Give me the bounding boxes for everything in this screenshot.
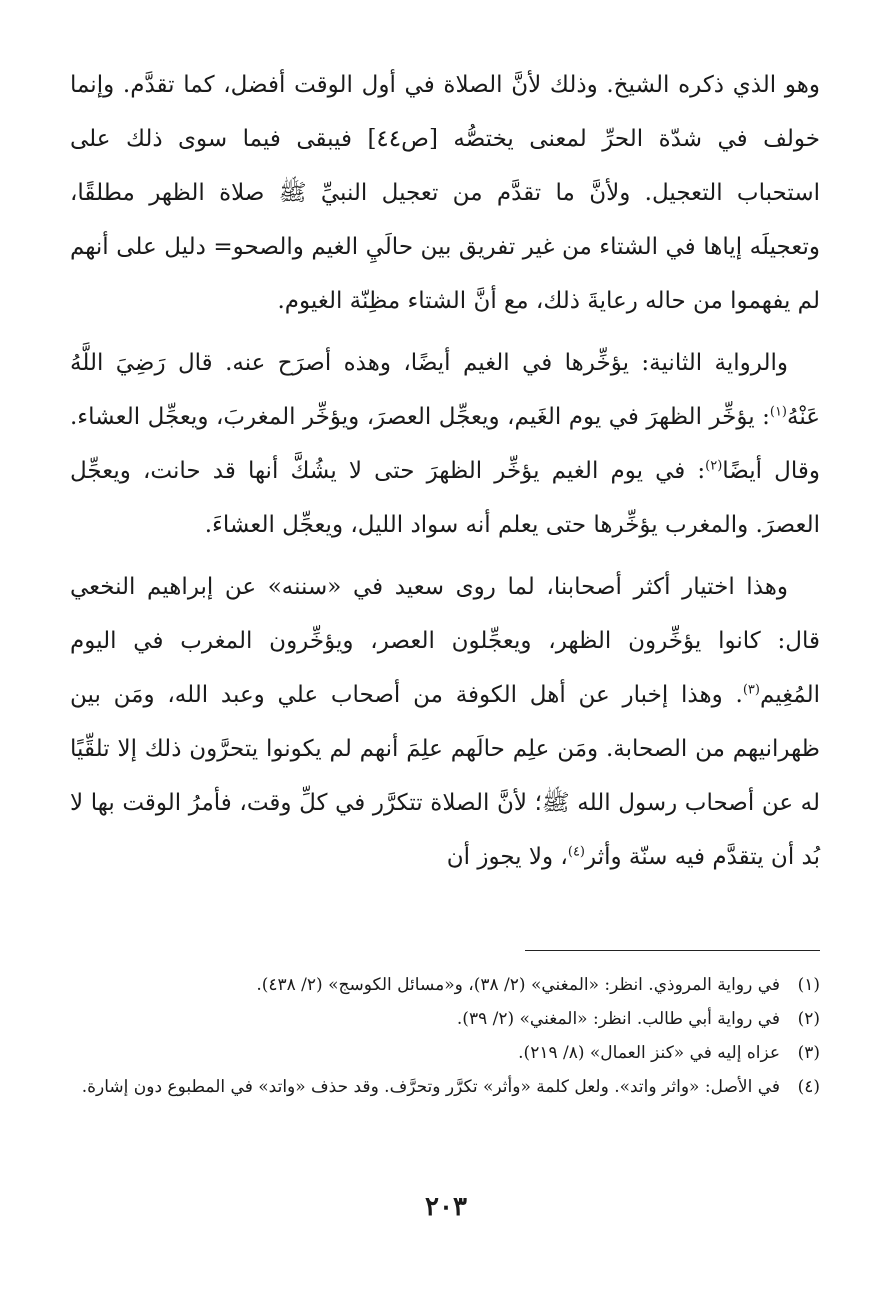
paragraph-2-text-b: : يؤخِّر الظهرَ في يوم الغَيم، ويعجِّل العصرَ، ويؤخِّر المغربَ، ويعجِّل العشاء. وقال أيضًا <box>70 404 820 484</box>
footnote-ref-3[interactable]: (٣) <box>742 682 760 698</box>
paragraph-2 <box>70 336 820 552</box>
footnote-ref-1[interactable]: (١) <box>769 404 787 420</box>
footnote-2 <box>70 1002 820 1036</box>
footnote-number: (١) <box>797 975 820 995</box>
main-text <box>70 58 820 884</box>
paragraph-1-text: وهو الذي ذكره الشيخ. وذلك لأنَّ الصلاة في أول الوقت أفضل، كما تقدَّم. وإنما خولف في شدّة الحرِّ لمعنى يختصُّه [ص٤٤] فيبقى فيما سوى ذلك على استحباب التعجيل. ولأنَّ ما تقدَّم من تعجيل النبيِّ ﷺ صلاة الظهر مطلقًا، وتعجيلَه إياها في الشتاء من غير تفريق بين حالَيِ الغيم والصحو= دليل على أنهم لم يفهموا من حاله رعايةَ ذلك، مع أنَّ الشتاء مظِنّة الغيوم. <box>70 72 820 314</box>
paragraph-3-text-c: ، ولا يجوز أن <box>446 844 568 870</box>
footnote-text: عزاه إليه في «كنز العمال» (٨/ ٢١٩). <box>518 1043 780 1063</box>
paragraph-2-text-a: والرواية الثانية: يؤخِّرها في الغيم أيضًا، وهذه أصرَح عنه. قال رَضِيَ اللَّهُ عَنْهُ <box>70 350 820 430</box>
paragraph-1 <box>70 58 820 328</box>
footnote-text: في الأصل: «واثر واتد». ولعل كلمة «وأثر» تكرَّر وتحرَّف. وقد حذف «واتد» في المطبوع دون إشارة. <box>81 1077 780 1097</box>
footnotes <box>70 968 820 1104</box>
footnote-ref-4[interactable]: (٤) <box>567 844 585 860</box>
footnote-separator <box>525 950 820 951</box>
footnote-3 <box>70 1036 820 1070</box>
footnote-text: في رواية أبي طالب. انظر: «المغني» (٢/ ٣٩). <box>456 1009 780 1029</box>
footnote-4 <box>70 1070 820 1104</box>
paragraph-2-text-c: : في يوم الغيم يؤخِّر الظهرَ حتى لا يشُكَّ أنها قد حانت، ويعجِّل العصرَ. والمغرب يؤخِّرها حتى يعلم أنه سواد الليل، ويعجِّل العشاءَ. <box>70 458 820 538</box>
footnote-text: في رواية المروذي. انظر: «المغني» (٢/ ٣٨)، و«مسائل الكوسج» (٢/ ٤٣٨). <box>256 975 780 995</box>
paragraph-3-text-a: وهذا اختيار أكثر أصحابنا، لما روى سعيد في «سننه» عن إبراهيم النخعي قال: كانوا يؤخِّرون الظهر، ويعجِّلون العصر، ويؤخِّرون المغرب في اليوم المُغِيم <box>70 574 820 708</box>
footnote-1 <box>70 968 820 1002</box>
footnote-number: (٣) <box>797 1043 820 1063</box>
footnote-number: (٤) <box>797 1077 820 1097</box>
paragraph-3 <box>70 560 820 884</box>
page-number: ٢٠٣ <box>425 1192 467 1222</box>
footnote-ref-2[interactable]: (٢) <box>705 458 723 474</box>
footnote-number: (٢) <box>797 1009 820 1029</box>
paragraph-3-text-b: . وهذا إخبار عن أهل الكوفة من أصحاب علي وعبد الله، ومَن بين ظهرانيهم من الصحابة. ومَن علِم حالَهم علِمَ أنهم لم يكونوا يتحرَّون ذلك إلا تلقِّيًا له عن أصحاب رسول الله ﷺ؛ لأنَّ الصلاة تتكرَّر في كلِّ وقت، فأمرُ الوقت بها لا بُد أن يتقدَّم فيه سنّة وأثر <box>70 682 820 870</box>
